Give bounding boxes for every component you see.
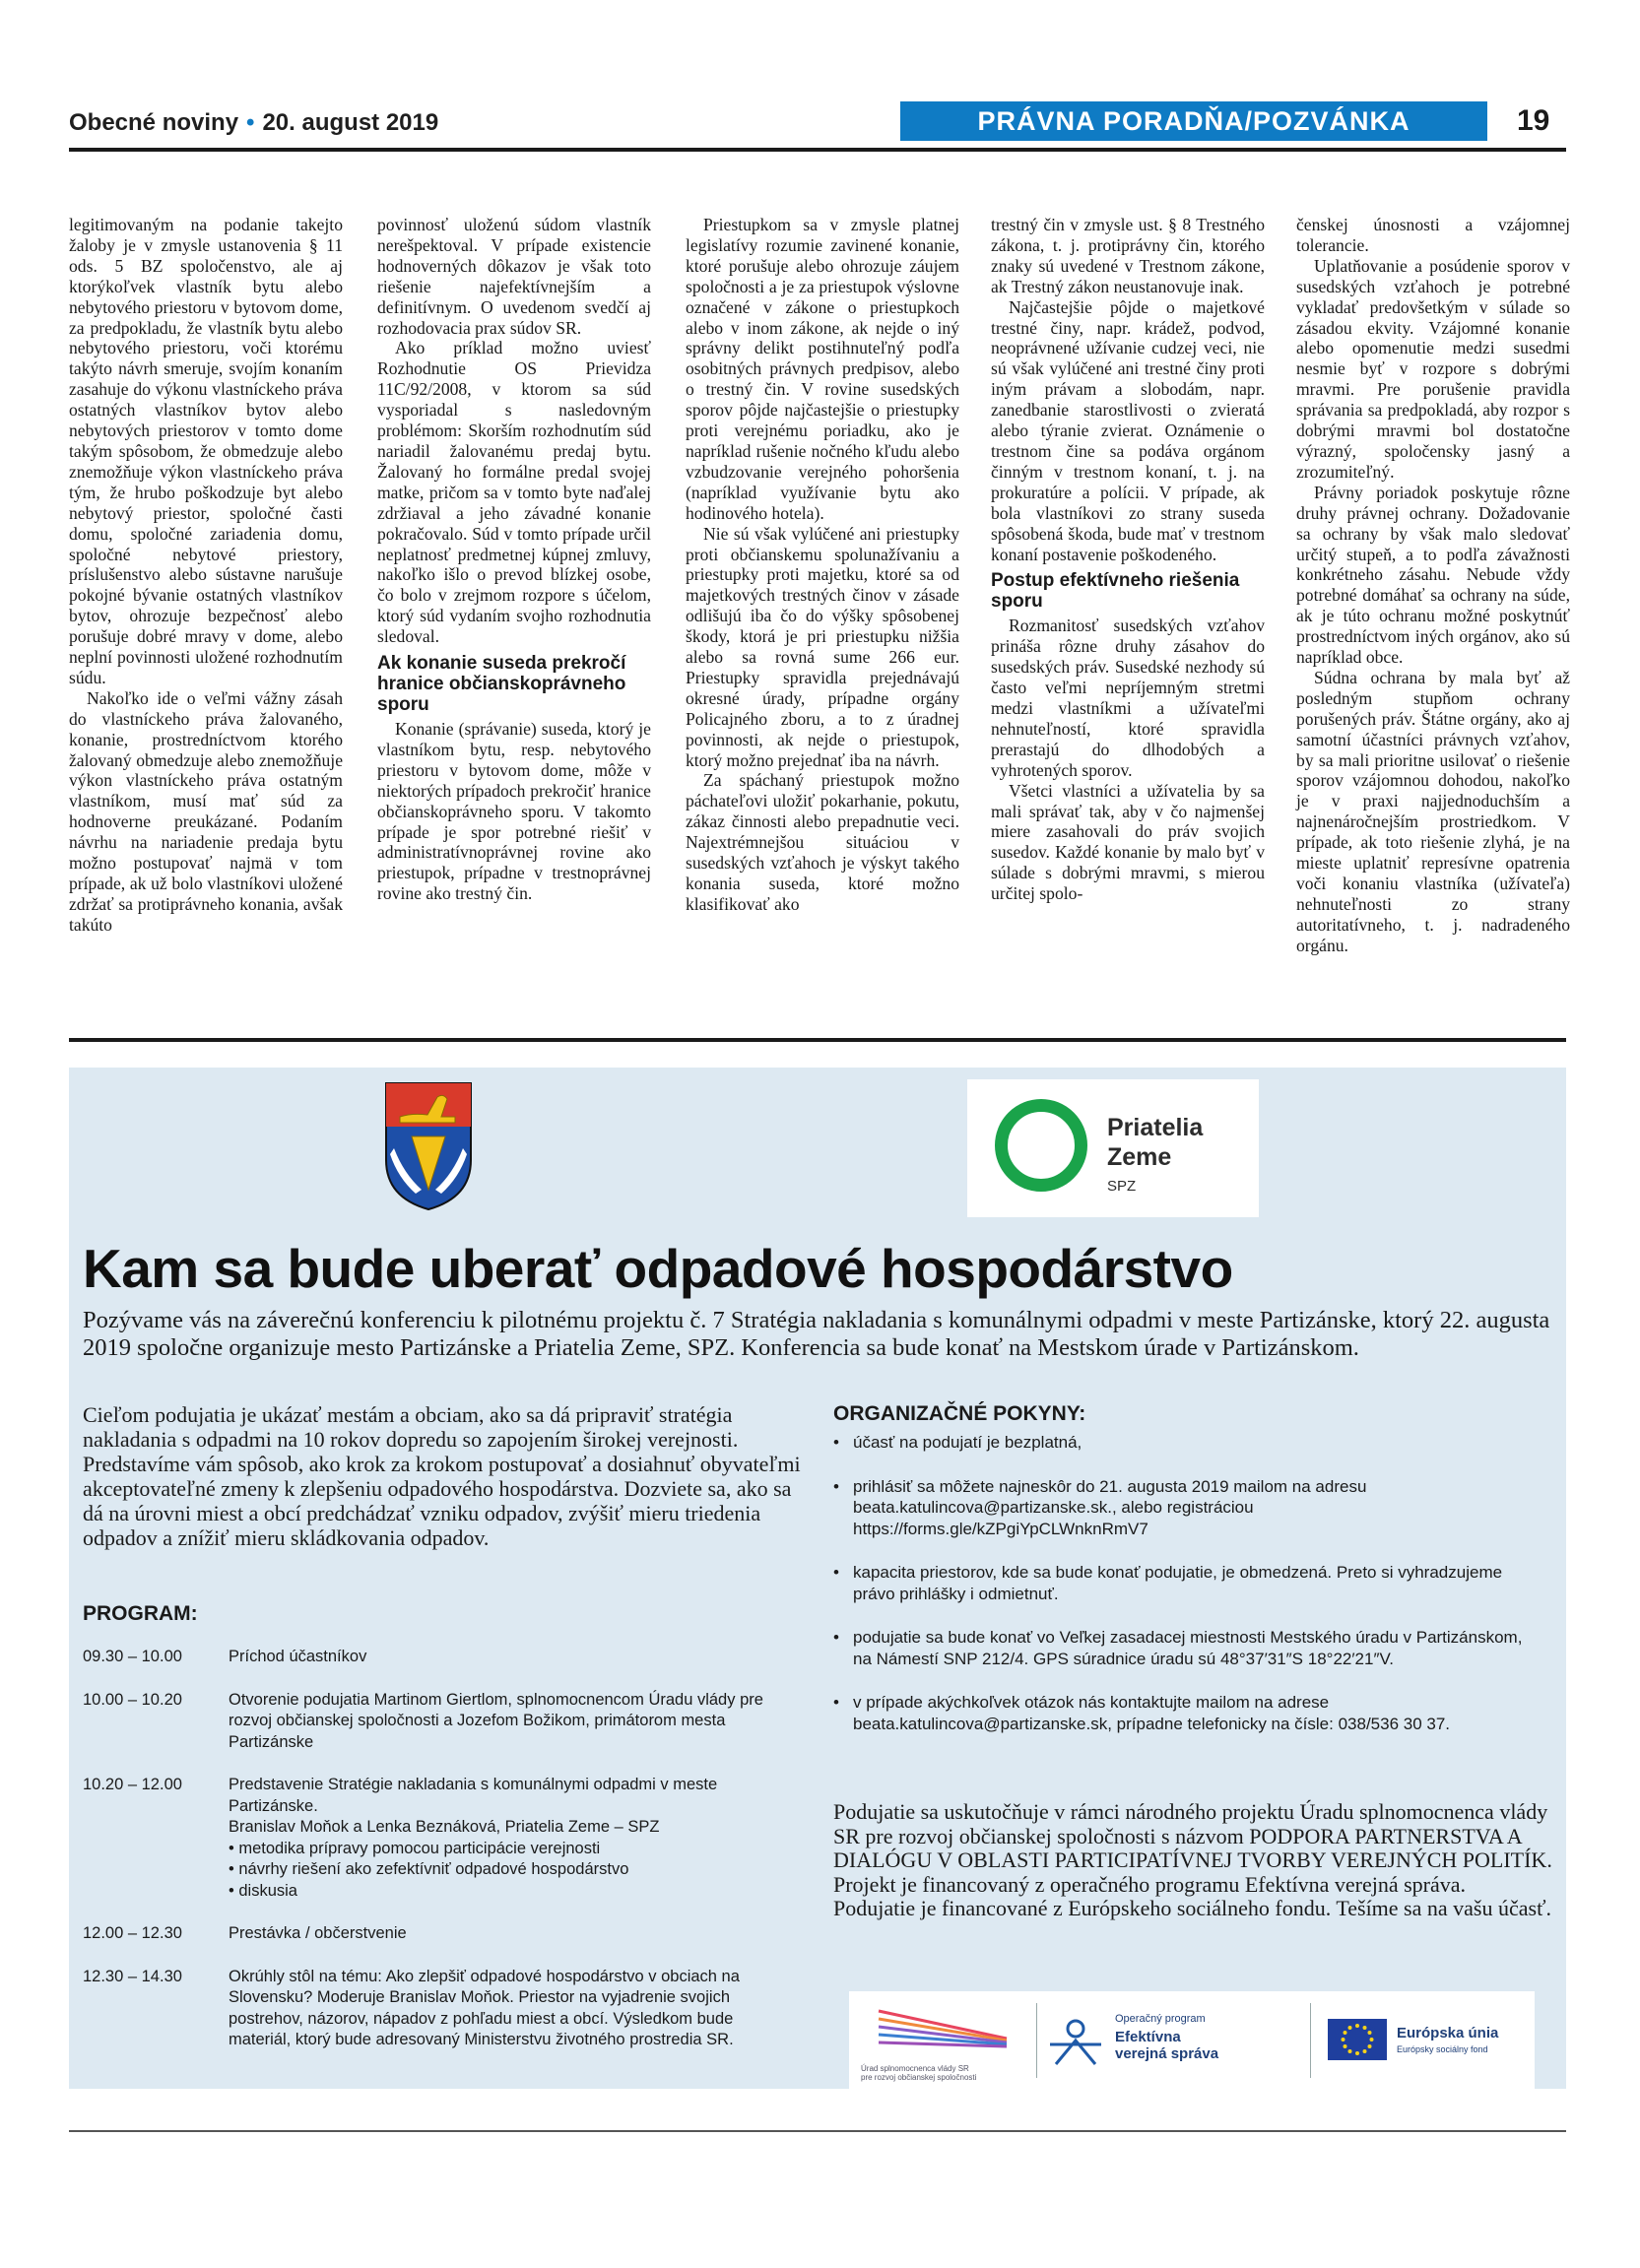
issue-date: 20. august 2019 — [262, 109, 439, 136]
bullet-icon: • — [833, 1563, 839, 1582]
program-item-text: Predstavenie Stratégie nakladania s komunálnymi odpadmi v meste Partizánske. — [229, 1776, 718, 1815]
header-rule — [69, 148, 1566, 152]
bullet-icon: • — [833, 1433, 839, 1452]
program-row — [83, 1923, 792, 1945]
logo-text-2: Zeme — [1107, 1143, 1172, 1171]
article-column-1 — [69, 215, 343, 936]
article-paragraph: povinnosť uloženú súdom vlastník nerešpektoval. V prípade existencie hodnoverných dôkazov je však toto riešenie najefektívnejším a definitívnym. O uvedenom svedčí aj rozhodovacia prax súdov SR. — [377, 215, 651, 338]
op-line-2: Efektívna — [1115, 2029, 1181, 2045]
article-column-3 — [686, 215, 959, 915]
organization-item-text: kapacita priestorov, kde sa bude konať podujatie, je obmedzená. Preto si vyhradzujeme právo prihlášky i odmietnuť. — [853, 1563, 1503, 1603]
article-paragraph: Za spáchaný priestupok možno páchateľovi uložiť pokarhanie, pokutu, zákaz činnosti alebo prepadnutie veci. Najextrémnejšou situáciou v susedských vzťahoch je výskyt takého konania suseda, ktoré možno klasifikovať ako — [686, 770, 959, 914]
green-ring-icon — [995, 1099, 1087, 1192]
program-row — [83, 1775, 792, 1902]
bullet-icon: • — [833, 1628, 839, 1647]
op-line-3: verejná správa — [1115, 2045, 1219, 2062]
program-bullets — [229, 1839, 792, 1903]
partizanske-coat-of-arms-icon — [382, 1079, 475, 1213]
organization-list — [833, 1432, 1523, 1757]
program-item-text: Prestávka / občerstvenie — [229, 1924, 407, 1942]
article-column-4 — [991, 215, 1265, 904]
program-bullet: • metodika prípravy pomocou participácie verejnosti — [229, 1839, 792, 1860]
logo-text-3: SPZ — [1107, 1178, 1137, 1195]
gov-office-line-2: pre rozvoj občianskej spoločnosti — [861, 2073, 977, 2082]
closing-paragraph: Podujatie sa uskutočňuje v rámci národného projektu Úradu splnomocnenca vlády SR pre rozvoj občianskej spoločnosti s názvom PODPORA PARTNERSTVA A DIALÓGU V OBLASTI PARTICIPATÍVNEJ TVORBY VEREJNÝCH POLITÍK. Projekt je financovaný z operačného programu Efektívna verejná správa. Podujatie je financované z Európskeho sociálneho fondu. Tešíme sa na vašu účasť. — [833, 1799, 1552, 1920]
article-paragraph: Právny poriadok poskytuje rôzne druhy právnej ochrany. Dožadovanie sa ochrany by však malo sledovať určitý stupeň, a to podľa závažnosti konkrétneho zásahu. Nebude vždy potrebné domáhať sa ochrany na súde, ak je túto ochranu možné poskytnúť prostredníctvom iných orgánov, ako sú napríklad obce. — [1296, 482, 1570, 668]
efektivna-verejna-sprava-icon — [1046, 2015, 1105, 2070]
program-item — [229, 1690, 792, 1754]
organization-item-text: účasť na podujatí je bezplatná, — [853, 1433, 1082, 1452]
organization-item — [833, 1432, 1523, 1454]
article-paragraph: Konanie (správanie) suseda, ktorý je vlastníkom bytu, resp. nebytového priestoru v bytovom dome, môže v niektorých prípadoch prekročiť hranice občianskoprávneho sporu. V takomto prípade je spor potrebné riešiť v administratívnoprávnej rovine ako priestupok, prípadne v trestnoprávnej rovine ako trestný čin. — [377, 719, 651, 904]
program-item — [229, 1647, 792, 1668]
program-row — [83, 1647, 792, 1668]
bullet-icon: • — [833, 1693, 839, 1712]
program-list — [83, 1647, 792, 2073]
program-time: 12.00 – 12.30 — [83, 1924, 182, 1942]
newspaper-name — [69, 106, 438, 140]
invitation-headline: Kam sa bude uberať odpadové hospodárstvo — [83, 1238, 1233, 1299]
program-time: 12.30 – 14.30 — [83, 1967, 182, 1985]
page-number: 19 — [1517, 104, 1550, 137]
organization-item-text: v prípade akýchkoľvek otázok nás kontaktujte mailom na adrese beata.katulincova@partizanske.sk, prípadne telefonicky na čísle: 038/536 30 37. — [853, 1693, 1451, 1733]
invitation-body: Cieľom podujatia je ukázať mestám a obciam, ako sa dá pripraviť stratégia nakladania s odpadmi na 10 rokov dopredu so zapojením širokej verejnosti. Predstavíme vám spôsob, ako krok za krokom postupovať a dosiahnuť obyvateľmi akceptovateľné zmeny k zlepšeniu odpadového hospodárstva. Dozviete sa, ako sa dá na úrovni miest a obcí predchádzať vzniku odpadov, zvýšiť mieru triedenia odpadov a znížiť mieru skládkovania odpadov. — [83, 1402, 801, 1550]
article-paragraph: Všetci vlastníci a užívatelia by sa mali správať tak, aby v čo najmenšej miere zasahovali do práv svojich susedov. Každé konanie by malo byť v súlade s dobrými mravmi, s mierou určitej spolo- — [991, 780, 1265, 904]
article-subheading: Postup efektívneho riešenia sporu — [991, 570, 1240, 613]
article-paragraph: trestný čin v zmysle ust. § 8 Trestného zákona, t. j. protiprávny čin, ktorého znaky sú uvedené v Trestnom zákone, ak Trestný zákon neustanovuje inak. — [991, 215, 1265, 296]
article-paragraph: legitimovaným na podanie takejto žaloby je v zmysle ustanovenia § 11 ods. 5 BZ spoločenstvo, ale aj ktorýkoľvek vlastník bytu alebo nebytového priestoru v bytovom dome, za predpokladu, že vlastník bytu alebo nebytového priestoru, voči ktorému takýto návrh smeruje, svojím konaním zasahuje do výkonu vlastníckeho práva ostatných vlastníkov bytov alebo nebytových priestorov v tomto dome takým spôsobom, že obmedzuje alebo znemožňuje výkon vlastníckeho práva tým, že hrubo poškodzuje byt alebo nebytový priestor, spoločné časti domu, spoločné zariadenia domu, spoločné nebytové priestory, príslušenstvo alebo sústavne narušuje pokojné bývanie ostatných vlastníkov bytov, ohrozuje bezpečnosť alebo porušuje dobré mravy v dome, alebo neplní povinnosti uložené rozhodnutím súdu. — [69, 215, 343, 687]
article-bottom-rule — [69, 1038, 1566, 1042]
separator-dot: • — [246, 109, 255, 136]
organization-item — [833, 1562, 1523, 1604]
program-item-text: Otvorenie podujatia Martinom Giertlom, splnomocnencom Úradu vlády pre rozvoj občianskej spoločnosti a Jozefom Božikom, primátorom mesta Partizánske — [229, 1690, 763, 1751]
organization-title: ORGANIZAČNÉ POKYNY: — [833, 1402, 1086, 1425]
partner-logos — [849, 1991, 1535, 2090]
article-paragraph: Najčastejšie pôjde o majetkové trestné činy, napr. krádež, podvod, neoprávnené užívanie cudzej veci, nie sú však vylúčené ani trestné činy proti iným právam a slobodám, napr. zanedbanie starostlivosti o zvieratá alebo týranie zvierat. Oznámenie o trestnom čine sa podáva orgánom činným v trestnom konaní, t. j. na prokuratúre a polícii. V prípade, ak bola vlastníkovi zo strany suseda spôsobená škoda, bude mať v trestnom konaní postavenie poškodeného. — [991, 296, 1265, 564]
page-bottom-rule — [69, 2130, 1566, 2132]
program-time: 10.20 – 12.00 — [83, 1776, 182, 1793]
partner-separator — [1036, 2003, 1037, 2078]
bullet-icon: • — [833, 1476, 839, 1496]
program-row — [83, 1967, 792, 2051]
program-time: 09.30 – 10.00 — [83, 1648, 182, 1665]
program-item — [229, 1923, 792, 1945]
article-column-5 — [1296, 215, 1570, 956]
program-bullet: • diskusia — [229, 1881, 792, 1903]
organization-item — [833, 1692, 1523, 1734]
program-item-speakers: Branislav Moňok a Lenka Beznáková, Priatelia Zeme – SPZ — [229, 1818, 660, 1836]
logo-text-1: Priatelia — [1107, 1114, 1204, 1141]
article-paragraph: Uplatňovanie a posúdenie sporov v susedských vzťahoch je potrebné vykladať predovšetkým v súlade so zásadou ekvity. Vzájomné konanie alebo opomenutie medzi susedmi nesmie byť v rozpore s dobrými mravmi. Pre porušenie pravidla správania sa predpokladá, aby rozpor s dobrými mravmi bol dostatočne výrazný, spoločensky jasný a zrozumiteľný. — [1296, 255, 1570, 482]
article-paragraph: Priestupkom sa v zmysle platnej legislatívy rozumie zavinené konanie, ktoré porušuje alebo ohrozuje záujem spoločnosti a je za priestupok výslovne označené v zákone o priestupkoch alebo v inom zákone, ak nejde o iný správny delikt postihnuteľný podľa osobitných právnych predpisov, alebo o trestný čin. V rovine susedských sporov pôjde najčastejšie o priestupky proti verejnému poriadku, ako je napríklad rušenie nočného kľudu alebo vzbudzovanie verejného pohoršenia (napríklad využívanie bytu ako hodinového hotela). — [686, 215, 959, 523]
op-line-1: Operačný program — [1115, 2013, 1206, 2025]
paper-title: Obecné noviny — [69, 109, 239, 136]
eu-line-2: Európsky sociálny fond — [1397, 2044, 1488, 2054]
article-subheading: Ak konanie suseda prekročí hranice občianskoprávneho sporu — [377, 653, 626, 716]
section-label: PRÁVNA PORADŇA/POZVÁNKA — [900, 101, 1487, 141]
article-paragraph: Rozmanitosť susedských vzťahov prináša rôzne druhy zásahov do susedských práv. Susedské nezhody sú často veľmi nepríjemným stretmi medzi vlastníkmi a užívateľmi nehnuteľností, ktoré spravidla prerastajú do dlhodobých a vyhrotených sporov. — [991, 616, 1265, 780]
organization-item — [833, 1476, 1523, 1540]
program-item — [229, 1775, 792, 1902]
eu-flag-icon — [1328, 2019, 1387, 2060]
program-item-text: Okrúhly stôl na tému: Ako zlepšiť odpadové hospodárstvo v obciach na Slovensku? Moderuje Branislav Moňok. Priestor na vyjadrenie svojich postrehov, názorov, nápadov z pohľadu miest a obcí. Výsledkom bude materiál, ktorý bude adresovaný Ministerstvu životného prostredia SR. — [229, 1967, 740, 2048]
program-title: PROGRAM: — [83, 1602, 198, 1625]
article-column-2 — [377, 215, 651, 904]
program-row — [83, 1690, 792, 1754]
gov-office-line-1: Úrad splnomocnenca vlády SR — [861, 2064, 969, 2073]
article-paragraph: Nie sú však vylúčené ani priestupky proti občianskemu spolunažívaniu a priestupky proti majetku, ktoré sa od majetkových trestných činov v zásade odlišujú iba čo do výšky spôsobenej škody, ktorá je pri priestupku nižšia alebo sa rovná sume 266 eur. Priestupky spravidla prejednávajú okresné úrady, prípadne orgány Policajného zboru, a to z úradnej povinnosti, ak nejde o priestupok, ktorý možno prejednať iba na návrh. — [686, 523, 959, 770]
article-paragraph: Nakoľko ide o veľmi vážny zásah do vlastníckeho práva žalovaného, konanie, prostredníctvom ktorého žalovaný obmedzuje alebo znemožňuje výkon vlastníckeho práva ostatným vlastníkom, musí mať súd za hodnoverne preukázané. Podaním návrhu na nariadenie predaja bytu možno postupovať najmä v tom prípade, ak už bolo vlastníkovi uložené zdržať sa protiprávneho konania, avšak takúto — [69, 687, 343, 935]
gov-office-caption — [861, 2064, 976, 2082]
program-time: 10.00 – 10.20 — [83, 1690, 182, 1709]
organization-item — [833, 1627, 1523, 1669]
op-name — [1115, 2029, 1218, 2062]
partner-separator — [1310, 2003, 1311, 2078]
eu-line-1: Európska únia — [1397, 2025, 1499, 2041]
invitation-intro: Pozývame vás na záverečnú konferenciu k pilotnému projektu č. 7 Stratégia nakladania s komunálnymi odpadmi v meste Partizánske, ktorý 22. augusta 2019 spoločne organizuje mesto Partizánske a Priatelia Zeme, SPZ. Konferencia sa bude konať na Mestskom úrade v Partizánskom. — [83, 1307, 1550, 1361]
program-item-text: Príchod účastníkov — [229, 1648, 367, 1665]
article-paragraph: čenskej únosnosti a vzájomnej tolerancie. — [1296, 215, 1570, 255]
organization-item-text: podujatie sa bude konať vo Veľkej zasadacej miestnosti Mestského úradu v Partizánskom, na Námestí SNP 212/4. GPS súradnice úradu sú 48°37′31″S 18°22′21″V. — [853, 1628, 1523, 1668]
organization-item-text: prihlásiť sa môžete najneskôr do 21. augusta 2019 mailom na adresu beata.katulincova@partizanske.sk., alebo registráciou https://forms.gle/kZPgiYpCLWnknRmV7 — [853, 1476, 1367, 1538]
program-bullet: • návrhy riešení ako zefektívniť odpadové hospodárstvo — [229, 1859, 792, 1881]
priatelia-zeme-logo — [967, 1079, 1259, 1217]
article-paragraph: Súdna ochrana by mala byť až posledným stupňom ochrany porušených práv. Štátne orgány, ako aj samotní účastníci právnych vzťahov, by sa mali prioritne usilovať o riešenie sporov vzájomnou dohodou, nakoľko je v praxi najjednoduchším a najnenáročnejším prostriedkom. V prípade, ak toto riešenie zlyhá, je na mieste uplatniť represívne opatrenia voči konaniu vlastníka (užívateľa) nehnuteľnosti zo strany autoritatívneho, t. j. nadradeného orgánu. — [1296, 667, 1570, 955]
program-item — [229, 1967, 792, 2051]
article-paragraph: Ako príklad možno uviesť Rozhodnutie OS Prievidza 11C/92/2008, v ktorom sa súd vysporiadal s nasledovným problémom: Skorším rozhodnutím súd nariadil žalovanému predaj bytu. Žalovaný ho formálne predal svojej matke, pričom sa v tomto byte naďalej zdržiaval a jeho závadné konanie pokračovalo. Súd v tomto prípade určil neplatnosť predmetnej kúpnej zmluvy, nakoľko išlo o prevod blízkej osobe, čo bolo v zrejmom rozpore s účelom, ktorý súd vydaním svojho rozhodnutia sledoval. — [377, 338, 651, 647]
